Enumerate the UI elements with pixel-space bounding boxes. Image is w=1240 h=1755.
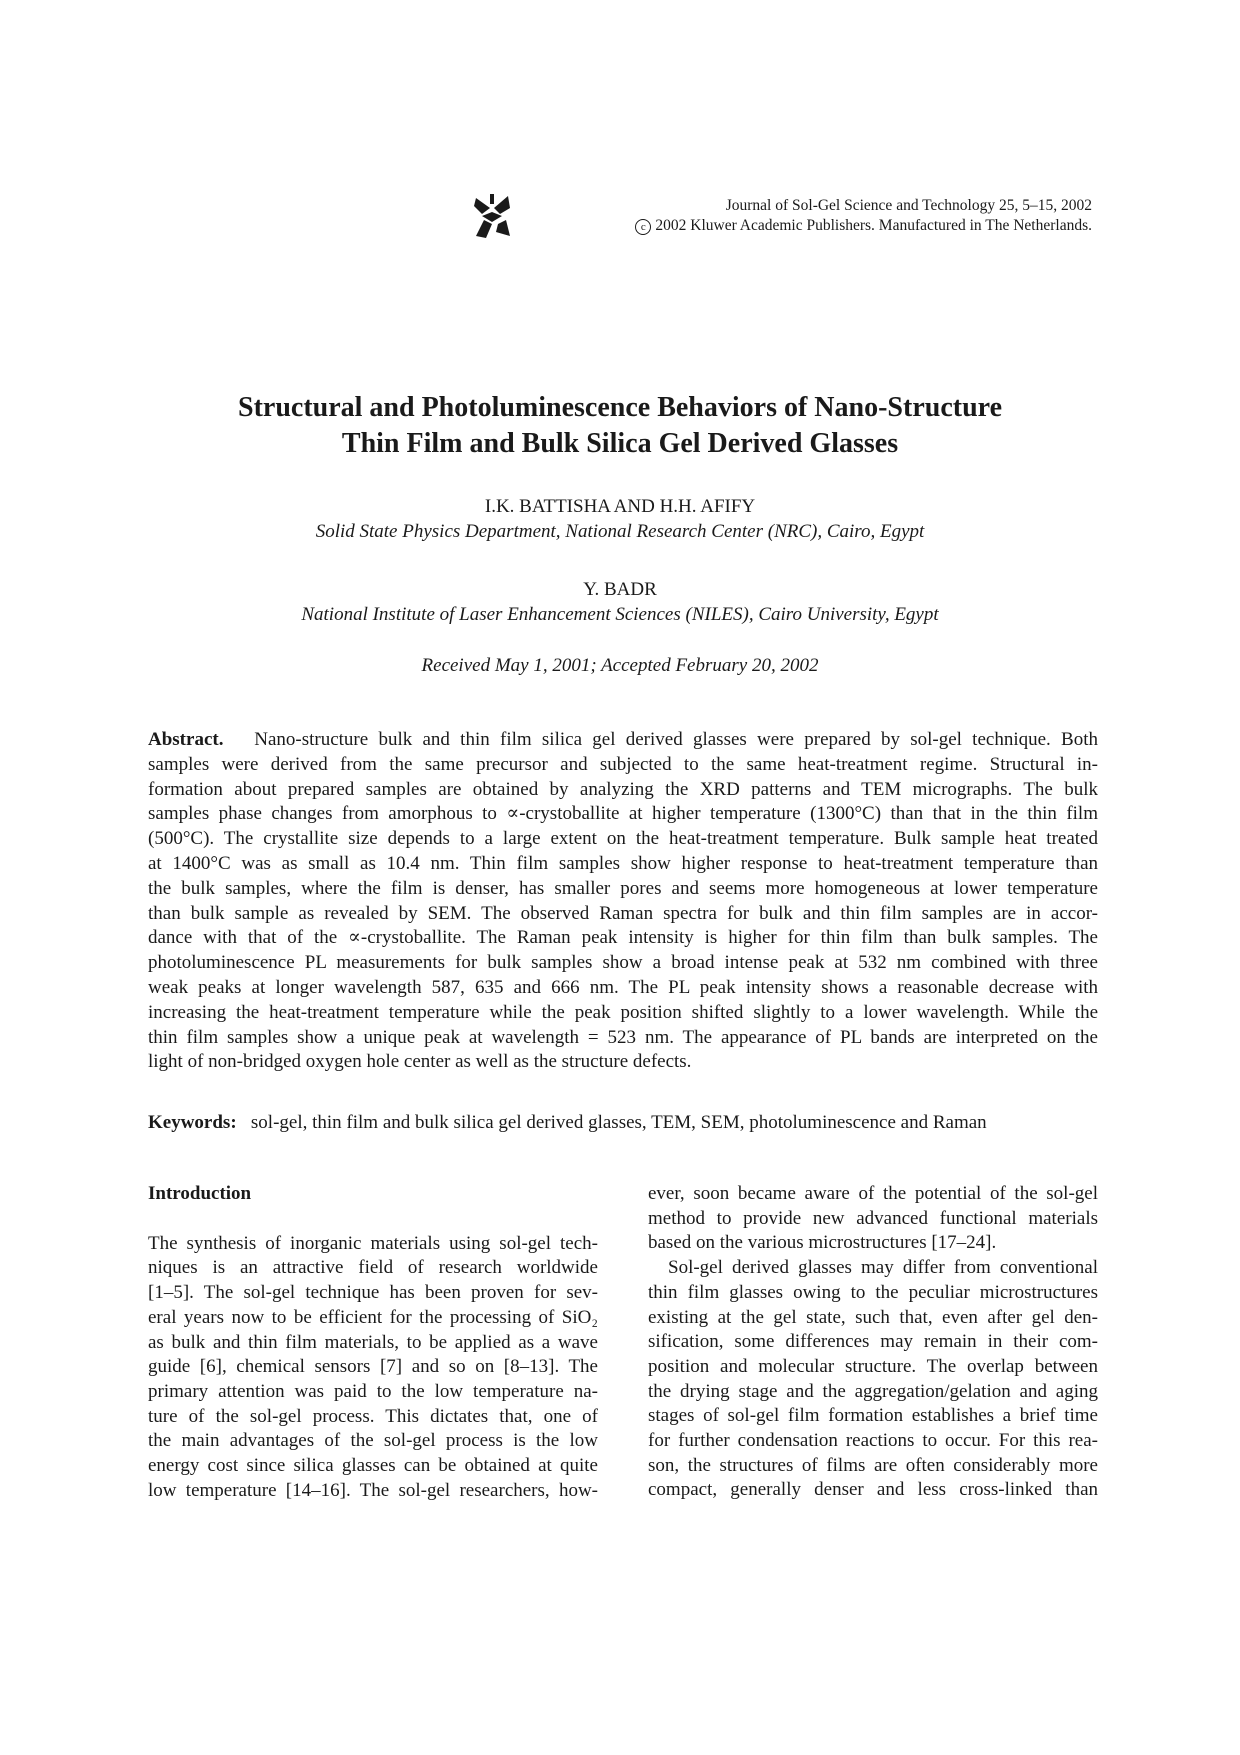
affiliation-1: Solid State Physics Department, National Research Center (NRC), Cairo, Egypt [315,521,925,542]
body-line: for further condensation reactions to occur. For this rea- [648,1430,1098,1452]
abstract-line: than bulk sample as revealed by SEM. The observed Raman spectra for bulk and thin film samples are in accor- [148,902,1098,924]
body-line: Sol-gel derived glasses may differ from conventional [668,1257,1098,1279]
paper-title [0,390,1240,462]
column-right [648,1182,1098,1503]
abstract-line: the bulk samples, where the film is denser, has smaller pores and seems more homogeneous at lower temperature [148,877,1098,899]
journal-header [472,192,1092,240]
abstract-line: samples were derived from the same precursor and subjected to the same heat-treatment regime. Structural in- [148,753,1098,775]
journal-line: Journal of Sol-Gel Science and Technology 25, 5–15, 2002 [725,197,1092,214]
keywords [148,1110,1098,1136]
authors-2: Y. BADR [583,579,657,600]
abstract-line: samples phase changes from amorphous to ∝-crystoballite at higher temperature (1300°C) than that in the thin film [148,803,1098,825]
abstract-line: increasing the heat-treatment temperature while the peak position shifted slightly to a lower wavelength. While the [148,1001,1098,1023]
abstract-line: formation about prepared samples are obtained by analyzing the XRD patterns and TEM micrographs. The bulk [148,778,1098,800]
body-line: as bulk and thin film materials, to be applied as a wave [148,1331,598,1353]
body-line: stages of sol-gel film formation establishes a brief time [648,1405,1098,1427]
body-line: son, the structures of films are often considerably more [648,1454,1098,1476]
body-line: existing at the gel state, such that, even after gel den- [648,1306,1098,1328]
abstract-line: thin film samples show a unique peak at wavelength = 523 nm. The appearance of PL bands are interpreted on the [148,1026,1098,1048]
received-dates: Received May 1, 2001; Accepted February 20, 2002 [421,655,819,676]
body-line: ture of the sol-gel process. This dictates that, one of [148,1405,598,1427]
body-line: compact, generally denser and less cross-linked than [648,1479,1098,1501]
body-line: niques is an attractive field of research worldwide [148,1257,598,1279]
body-line: the main advantages of the sol-gel process is the low [148,1430,598,1452]
journal-citation [635,196,1092,236]
body-line: sification, some differences may remain in their com- [648,1331,1098,1353]
body-line: low temperature [14–16]. The sol-gel researchers, how- [148,1479,598,1501]
keywords-text: sol-gel, thin film and bulk silica gel derived glasses, TEM, SEM, photoluminescence and Raman [250,1112,987,1133]
title-line: Thin Film and Bulk Silica Gel Derived Glasses [341,428,899,459]
body-line: eral years now to be efficient for the processing of SiO₂ [148,1306,598,1328]
copyright-text: 2002 Kluwer Academic Publishers. Manufactured in The Netherlands. [655,217,1092,234]
body-line: primary attention was paid to the low temperature na- [148,1380,598,1402]
body-line: method to provide new advanced functional materials [648,1207,1098,1229]
affiliation-2: National Institute of Laser Enhancement Sciences (NILES), Cairo University, Egypt [301,604,939,625]
abstract [148,728,1098,1075]
abstract-line: light of non-bridged oxygen hole center as well as the structure defects. [148,1051,692,1073]
body-line: [1–5]. The sol-gel technique has been proven for sev- [148,1282,598,1304]
abstract-line: weak peaks at longer wavelength 587, 635 and 666 nm. The PL peak intensity shows a reasonable decrease with [148,976,1098,998]
abstract-label: Abstract. [148,729,224,750]
introduction-heading: Introduction [148,1183,252,1204]
abstract-line: photoluminescence PL measurements for bulk samples show a broad intense peak at 532 nm combined with three [148,952,1098,974]
copyright-symbol: c [635,219,651,235]
body-line: guide [6], chemical sensors [7] and so on [8–13]. The [148,1356,598,1378]
publisher-logo-icon [472,192,512,240]
copyright-line [635,216,1092,236]
body-line: the drying stage and the aggregation/gelation and aging [648,1380,1098,1402]
abstract-line: Abstract. Nano-structure bulk and thin film silica gel derived glasses were prepared by sol-gel technique. Both [148,729,1098,750]
body-line: position and molecular structure. The overlap between [648,1355,1098,1377]
body-line: thin film glasses owing to the peculiar microstructures [648,1281,1098,1303]
body-line: energy cost since silica glasses can be obtained at quite [148,1455,598,1477]
abstract-line: at 1400°C was as small as 10.4 nm. Thin film samples show higher response to heat-treatment temperature than [148,852,1098,874]
body-line: ever, soon became aware of the potential of the sol-gel [648,1183,1098,1204]
body-line: based on the various microstructures [17–24]. [648,1232,997,1254]
abstract-line: (500°C). The crystallite size depends to a large extent on the heat-treatment temperature. Bulk sample heat treated [148,828,1098,850]
body-line: The synthesis of inorganic materials using sol-gel tech- [148,1232,598,1254]
authors-1: I.K. BATTISHA AND H.H. AFIFY [484,496,756,517]
title-line: Structural and Photoluminescence Behaviors of Nano-Structure [238,392,1002,423]
keywords-label: Keywords: [148,1112,237,1133]
abstract-line: dance with that of the ∝-crystoballite. The Raman peak intensity is higher for thin film than bulk samples. The [148,927,1098,949]
column-left [148,1182,598,1503]
